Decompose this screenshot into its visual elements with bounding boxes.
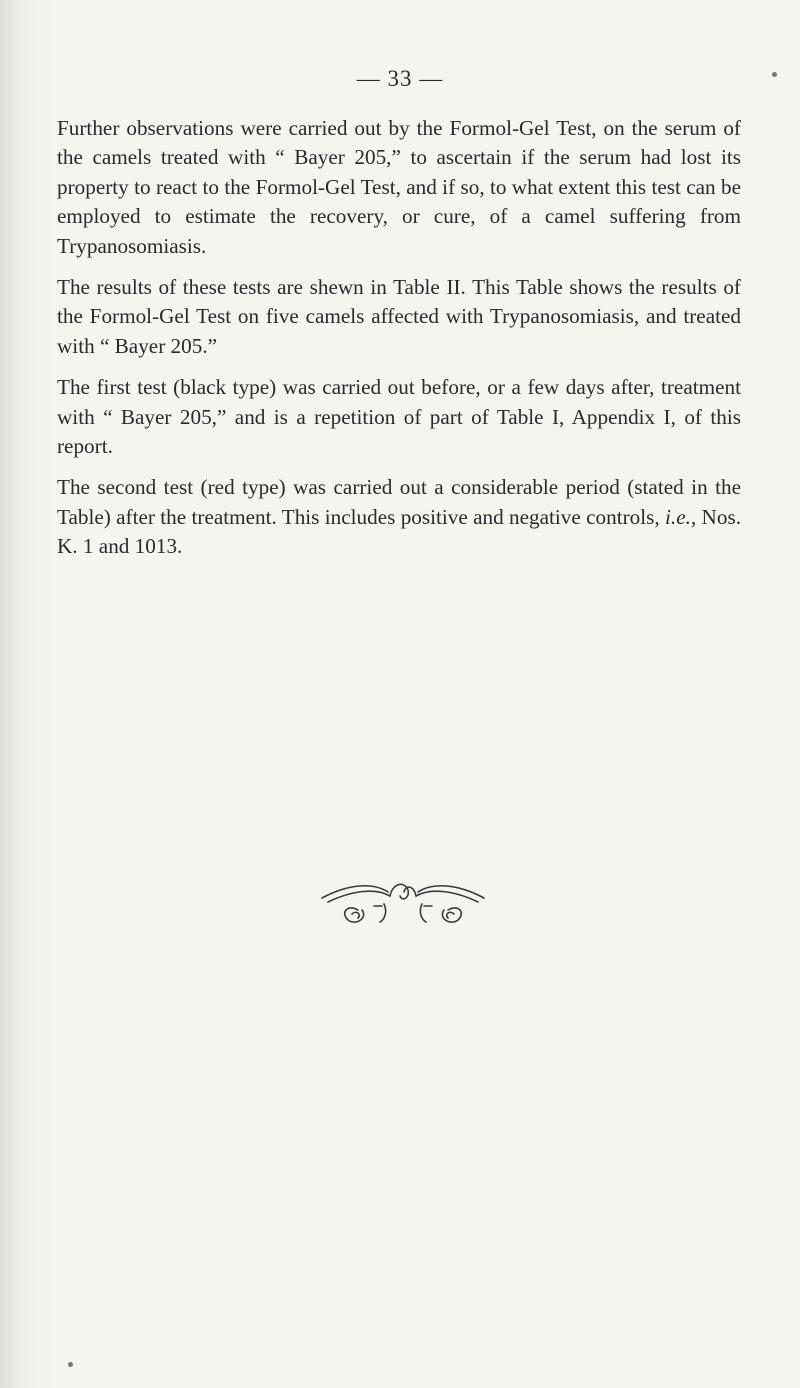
paragraph-3: The first test (black type) was carried out before, or a few days after, treatment with “ Bayer 205,” and is a repetition of part of Table I, Appendix I, of this report. [57,375,741,459]
paragraph-4-italic: i.e., [665,504,697,529]
paragraph-2: The results of these tests are shewn in Table II. This Table shows the results of the Formol-Gel Test on five camels affected with Trypanosomiasis, and treated with “ Bayer 205.” [57,275,741,358]
body-text [57,114,741,574]
ink-speck [68,1362,73,1367]
paragraph-4-text: The second test (red type) was carried out a considerable period (stated in the Table) after the treatment. This includes positive and negative controls, [57,475,741,529]
page-number: — 33 — [356,66,444,91]
paragraph-4 [57,473,741,561]
paragraph-1: Further observations were carried out by the Formol-Gel Test, on the serum of the camels treated with “ Bayer 205,” to ascertain if the serum had lost its property to react to the Formol-Gel Test, and if so, to what extent this test can be employed to estimate the recovery, or cure, of a camel suffering from Trypanosomiasis. [57,116,741,258]
ink-speck [772,72,777,77]
paragraph-4-text-end: Nos. K. 1 and 1013. [57,504,741,559]
ornament-icon [318,876,488,932]
